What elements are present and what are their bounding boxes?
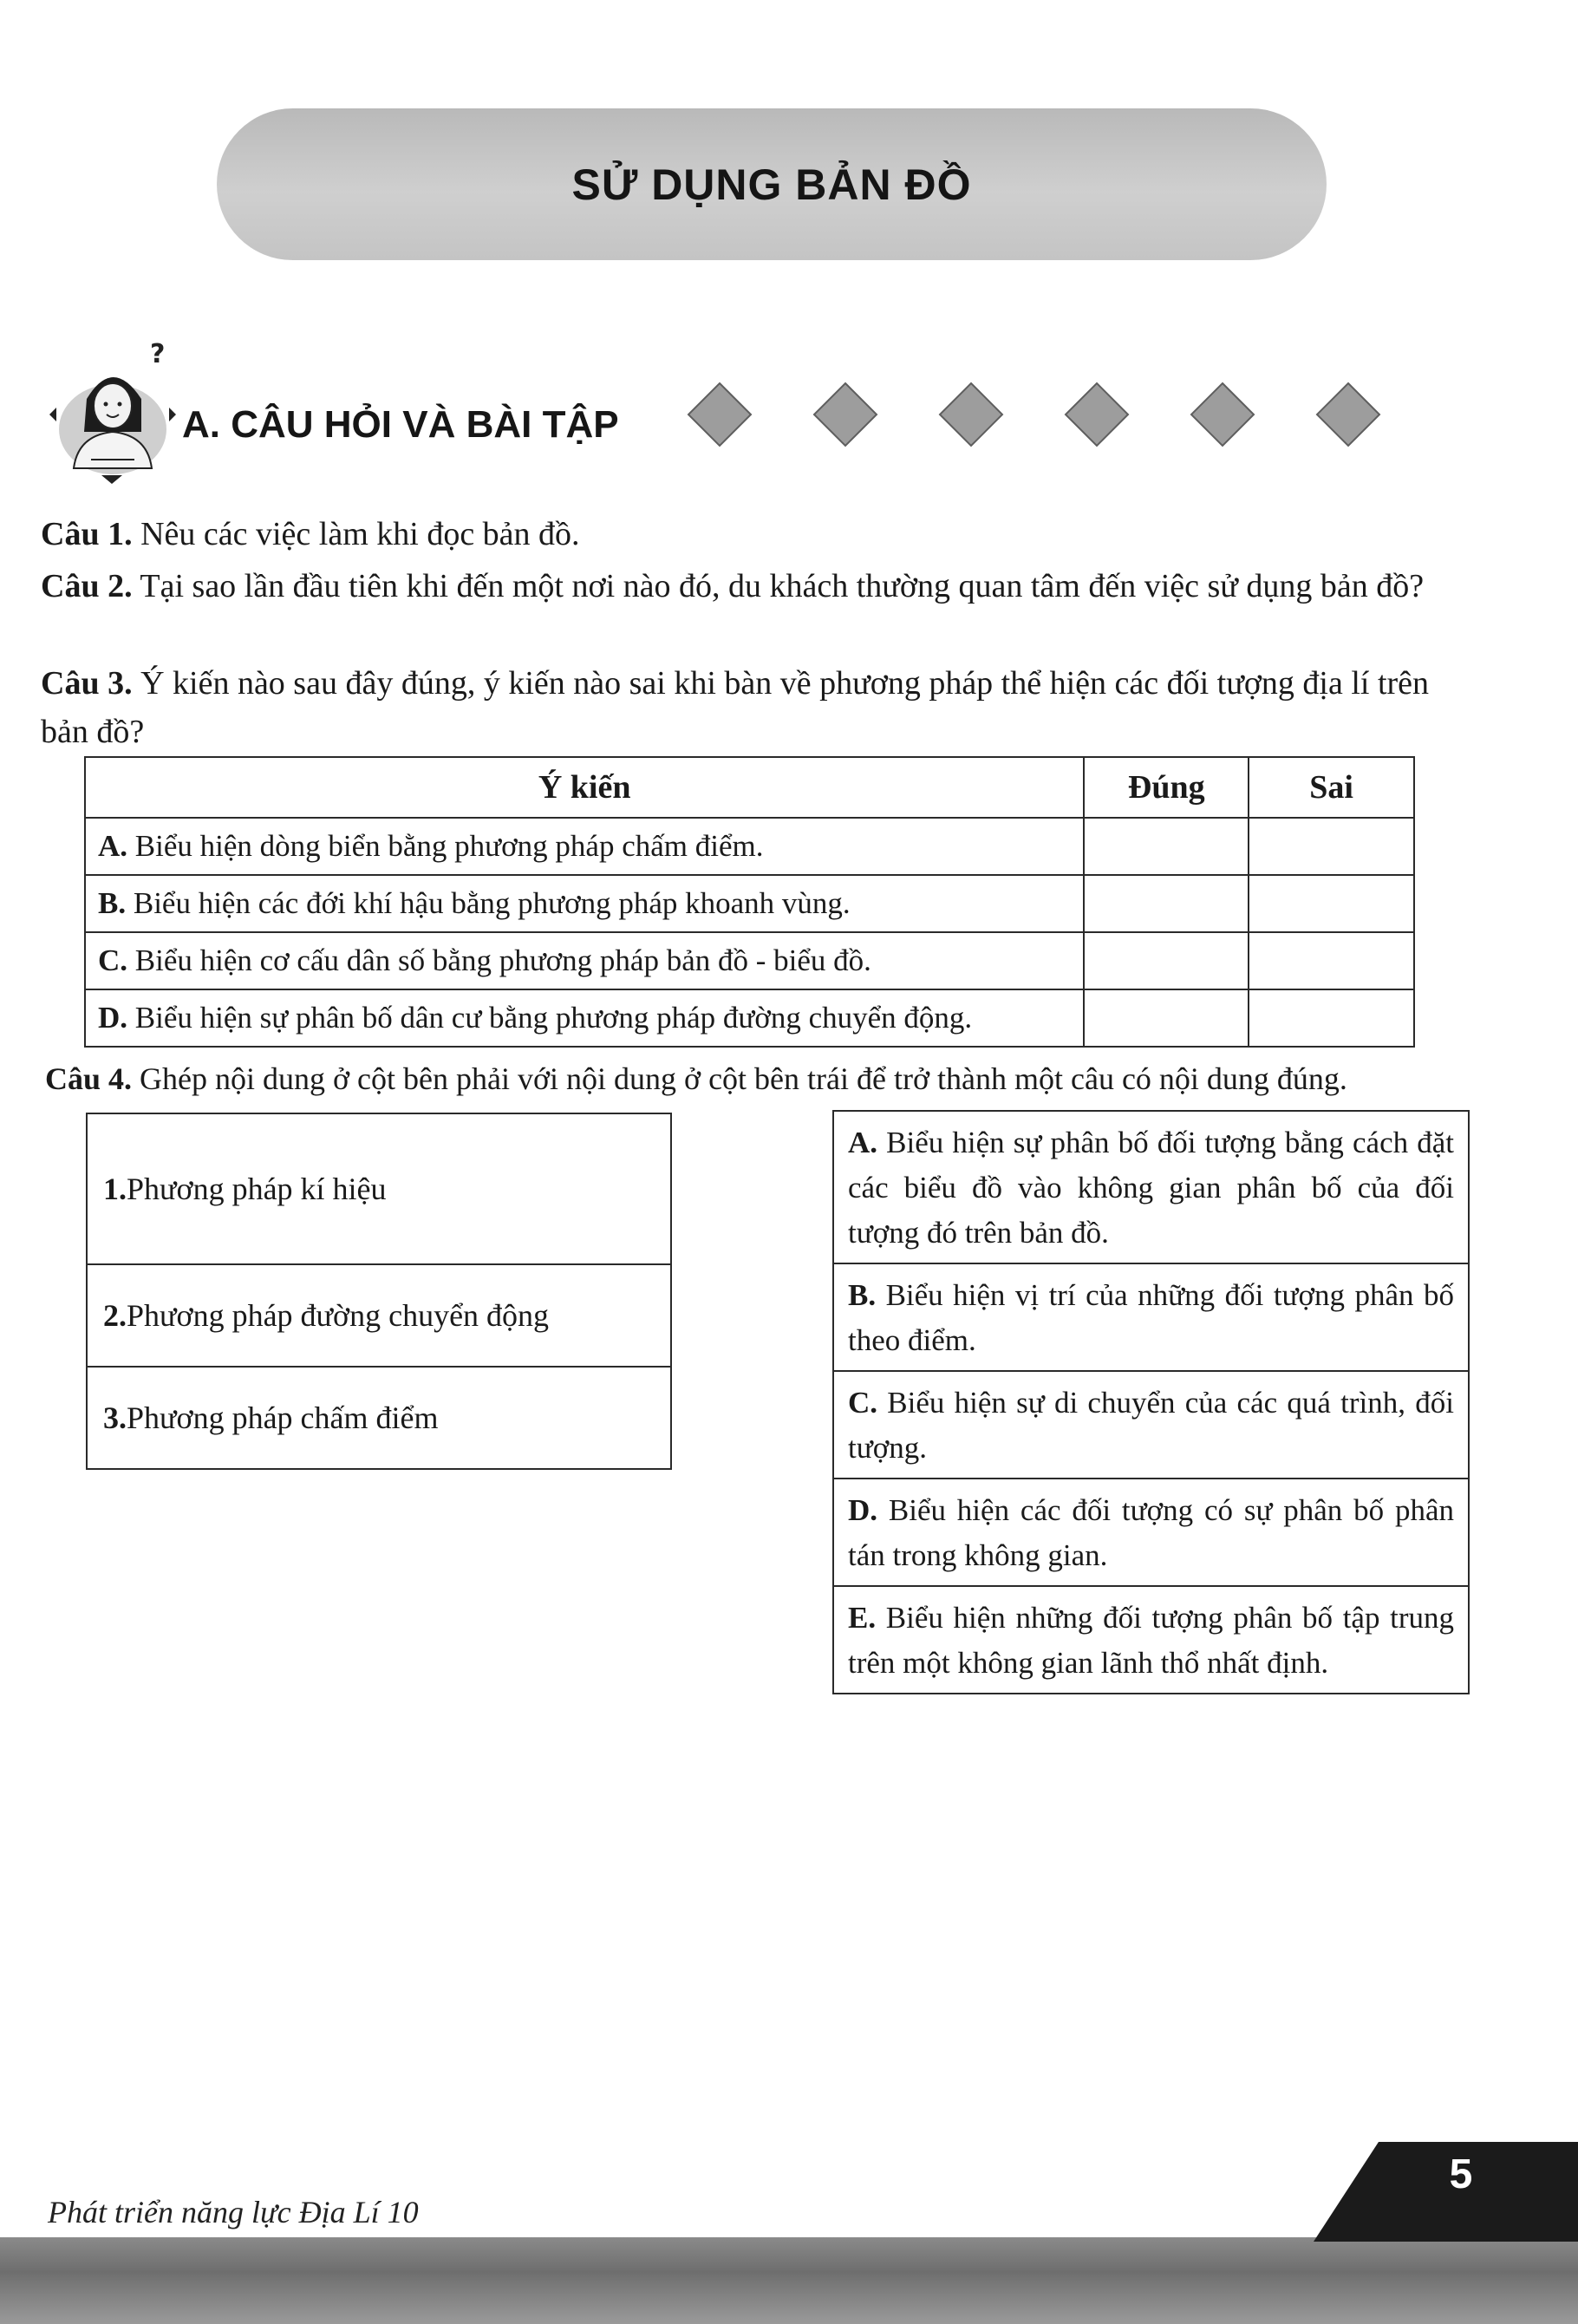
method-item[interactable]: [88, 1366, 670, 1468]
question-1-text: Nêu các việc làm khi đọc bản đồ.: [132, 516, 580, 552]
method-number: 3.: [103, 1400, 127, 1435]
opinion-letter: C.: [98, 943, 128, 977]
opinion-cell: [85, 875, 1084, 932]
description-letter: E.: [848, 1601, 877, 1635]
opinion-letter: D.: [98, 1001, 128, 1035]
false-checkbox-cell[interactable]: [1249, 875, 1414, 932]
true-checkbox-cell[interactable]: [1084, 818, 1249, 875]
method-text: Phương pháp đường chuyển động: [127, 1298, 550, 1333]
method-item[interactable]: [88, 1263, 670, 1366]
question-1-label: Câu 1.: [41, 516, 133, 552]
question-4-text: Ghép nội dung ở cột bên phải với nội dung ở cột bên trái để trở thành một câu có nội dung đúng.: [132, 1061, 1347, 1096]
book-title-footer: Phát triển năng lực Địa Lí 10: [48, 2195, 419, 2229]
false-checkbox-cell[interactable]: [1249, 989, 1414, 1047]
question-4-label: Câu 4.: [45, 1061, 133, 1096]
opinion-cell: [85, 818, 1084, 875]
question-1: [41, 510, 1480, 558]
question-3: [41, 659, 1480, 756]
question-3-text: Ý kiến nào sau đây đúng, ý kiến nào sai khi bàn về phương pháp thể hiện các đối tượng địa lí trên bản đồ?: [41, 665, 1430, 750]
description-column: [832, 1110, 1470, 1694]
method-column: [86, 1113, 672, 1470]
description-item[interactable]: [834, 1263, 1468, 1370]
description-text: Biểu hiện những đối tượng phân bố tập trung trên một không gian lãnh thổ nhất định.: [848, 1601, 1454, 1680]
false-header: Sai: [1249, 757, 1414, 818]
table-row: [85, 989, 1414, 1047]
table-row: [85, 875, 1414, 932]
description-item[interactable]: [834, 1585, 1468, 1693]
description-letter: C.: [848, 1386, 878, 1420]
method-text: Phương pháp chấm điểm: [127, 1400, 439, 1435]
description-letter: B.: [848, 1278, 877, 1312]
method-number: 1.: [103, 1172, 127, 1206]
description-text: Biểu hiện sự phân bố đối tượng bằng cách đặt các biểu đồ vào không gian phân bố của đối tượng đó trên bản đồ.: [848, 1126, 1454, 1250]
table-row: [85, 818, 1414, 875]
description-item[interactable]: [834, 1478, 1468, 1585]
method-text: Phương pháp kí hiệu: [127, 1172, 387, 1206]
description-letter: A.: [848, 1126, 878, 1159]
page-number: 5: [1449, 2151, 1473, 2197]
opinion-cell: [85, 989, 1084, 1047]
false-checkbox-cell[interactable]: [1249, 932, 1414, 989]
description-item[interactable]: [834, 1370, 1468, 1478]
opinion-letter: A.: [98, 829, 128, 863]
true-checkbox-cell[interactable]: [1084, 875, 1249, 932]
false-checkbox-cell[interactable]: [1249, 818, 1414, 875]
question-2: [41, 562, 1480, 610]
true-checkbox-cell[interactable]: [1084, 989, 1249, 1047]
opinion-text: Biểu hiện cơ cấu dân số bằng phương pháp bản đồ - biểu đồ.: [127, 943, 871, 977]
title-banner: [217, 108, 1327, 260]
method-number: 2.: [103, 1298, 127, 1333]
description-text: Biểu hiện sự di chuyển của các quá trình, đối tượng.: [848, 1386, 1454, 1465]
true-checkbox-cell[interactable]: [1084, 932, 1249, 989]
question-2-label: Câu 2.: [41, 568, 133, 604]
description-text: Biểu hiện các đối tượng có sự phân bố phân tán trong không gian.: [848, 1493, 1454, 1572]
question-2-text: Tại sao lần đầu tiên khi đến một nơi nào đó, du khách thường quan tâm đến việc sử dụng bản đồ?: [132, 568, 1425, 604]
opinion-text: Biểu hiện các đới khí hậu bằng phương pháp khoanh vùng.: [126, 886, 851, 920]
student-mascot-icon: [39, 330, 186, 486]
footer-band: [0, 2237, 1578, 2324]
opinion-letter: B.: [98, 886, 127, 920]
page-title: SỬ DỤNG BẢN ĐỒ: [571, 160, 972, 209]
opinion-header: Ý kiến: [85, 757, 1084, 818]
svg-text:?: ?: [150, 339, 166, 369]
method-item[interactable]: [88, 1114, 670, 1263]
opinion-table: [84, 756, 1415, 1048]
section-title: A. CÂU HỎI VÀ BÀI TẬP: [182, 403, 619, 446]
description-letter: D.: [848, 1493, 878, 1527]
description-text: Biểu hiện vị trí của những đối tượng phân bố theo điểm.: [848, 1278, 1454, 1357]
table-row: [85, 932, 1414, 989]
question-3-label: Câu 3.: [41, 665, 133, 702]
opinion-cell: [85, 932, 1084, 989]
opinion-text: Biểu hiện sự phân bố dân cư bằng phương pháp đường chuyển động.: [127, 1001, 973, 1035]
opinion-text: Biểu hiện dòng biển bằng phương pháp chấm điểm.: [127, 829, 764, 863]
section-header: [39, 330, 1409, 503]
opinion-table-header: [85, 757, 1414, 818]
true-header: Đúng: [1084, 757, 1249, 818]
diamond-divider-icon: [685, 382, 1431, 451]
description-item[interactable]: [834, 1112, 1468, 1263]
question-4: [45, 1061, 1476, 1097]
